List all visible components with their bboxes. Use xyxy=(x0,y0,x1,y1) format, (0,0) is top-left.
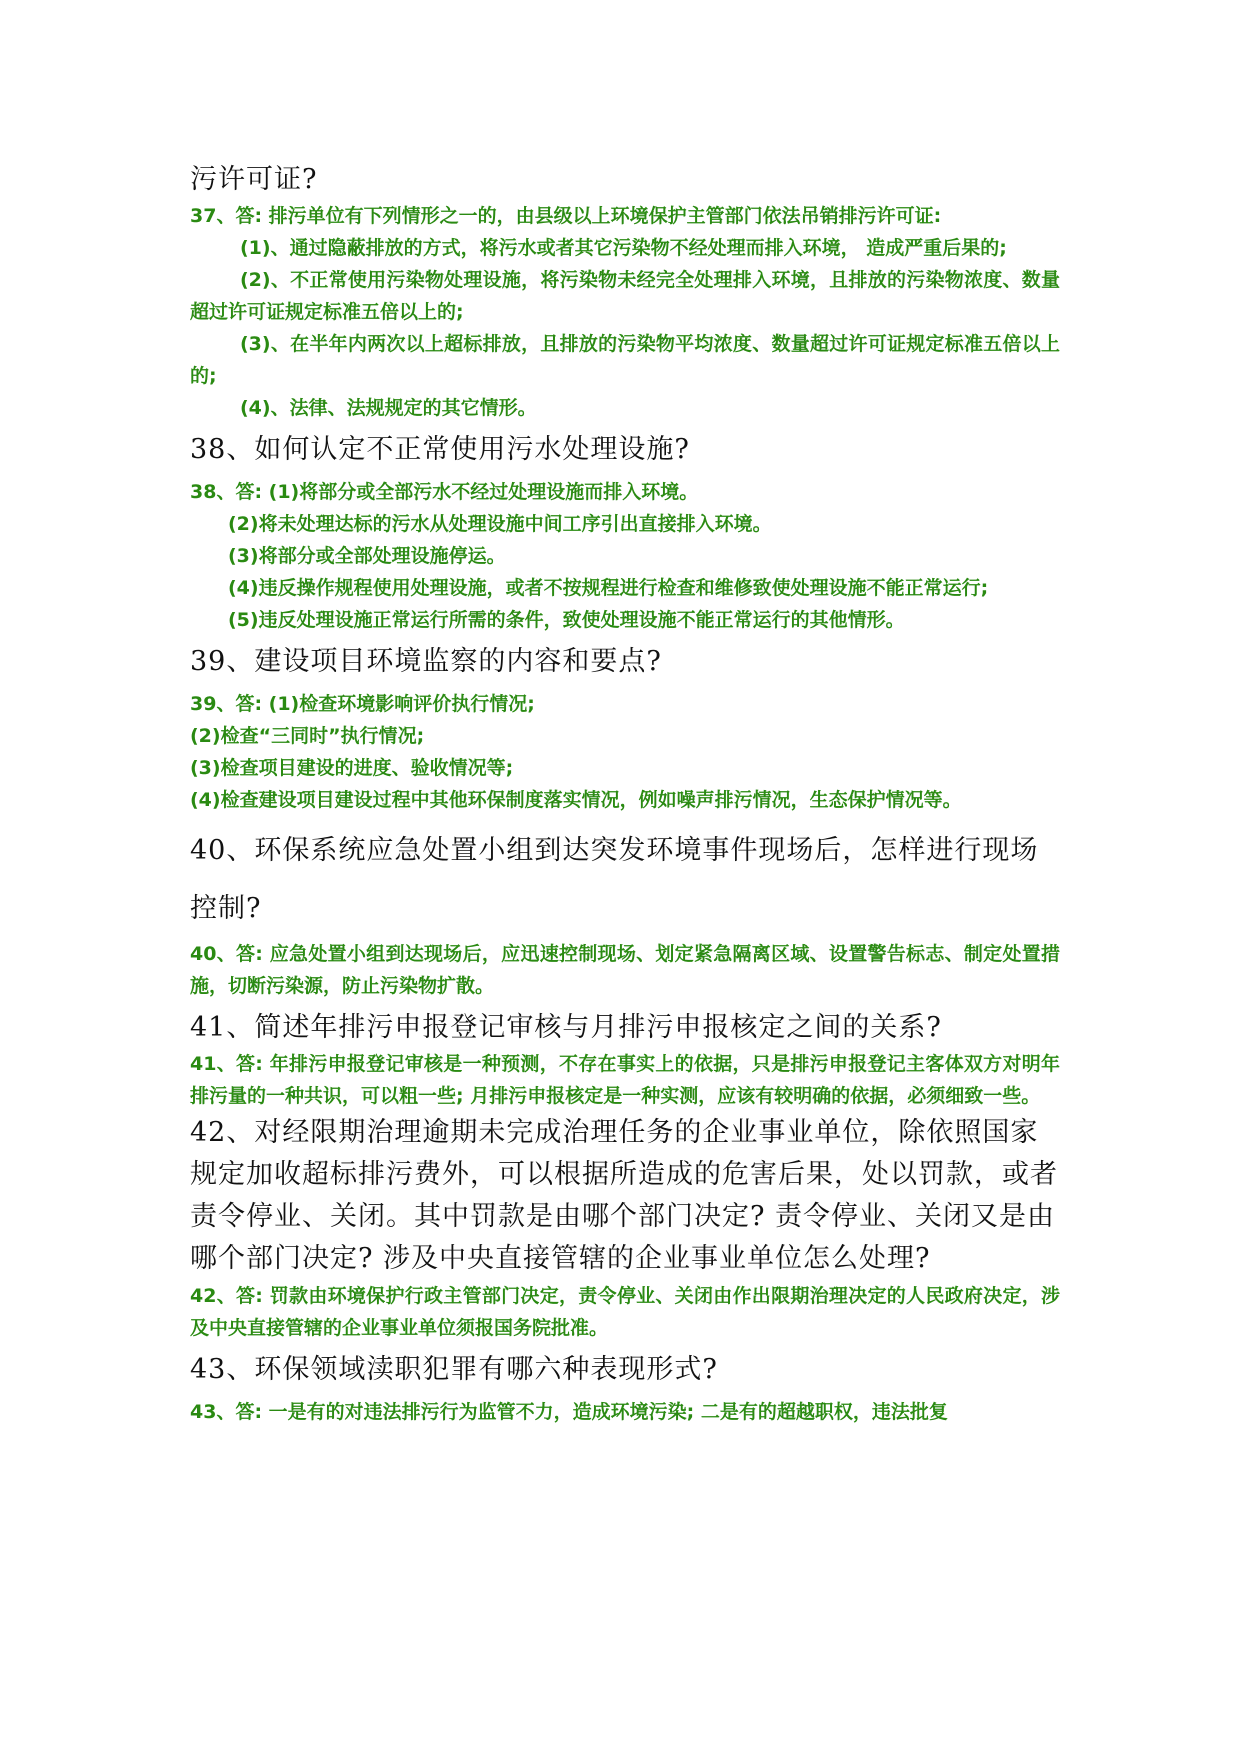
question-36-tail: 污许可证? xyxy=(190,164,318,195)
answer-37-item: (1)、通过隐蔽排放的方式，将污水或者其它污染物不经处理而排入环境， 造成严重后果的; xyxy=(240,237,1007,259)
answer-39-lead: 39、答: (1)检查环境影响评价执行情况; xyxy=(190,693,535,715)
document-body xyxy=(190,160,1060,1428)
answer-37-item: (4)、法律、法规规定的其它情形。 xyxy=(240,397,537,419)
answer-38 xyxy=(190,476,1060,636)
answer-39-item: (4)检查建设项目建设过程中其他环保制度落实情况，例如噪声排污情况，生态保护情况等。 xyxy=(190,789,962,811)
answer-39 xyxy=(190,688,1060,816)
answer-38-lead: 38、答: (1)将部分或全部污水不经过处理设施而排入环境。 xyxy=(190,481,699,503)
answer-38-item: (4)违反操作规程使用处理设施，或者不按规程进行检查和维修致使处理设施不能正常运行; xyxy=(228,577,989,599)
answer-39-item: (2)检查“三同时”执行情况; xyxy=(190,725,425,747)
question-41: 41、简述年排污申报登记审核与月排污申报核定之间的关系? xyxy=(190,1012,942,1043)
answer-43: 43、答: 一是有的对违法排污行为监管不力，造成环境污染; 二是有的超越职权，违法批复 xyxy=(190,1401,948,1423)
answer-40: 40、答: 应急处置小组到达现场后，应迅速控制现场、划定紧急隔离区域、设置警告标志、制定处置措施，切断污染源，防止污染物扩散。 xyxy=(190,943,1060,997)
answer-42: 42、答: 罚款由环境保护行政主管部门决定，责令停业、关闭由作出限期治理决定的人民政府决定，涉及中央直接管辖的企业事业单位须报国务院批准。 xyxy=(190,1285,1060,1339)
question-38: 38、如何认定不正常使用污水处理设施? xyxy=(190,434,690,465)
question-42: 42、对经限期治理逾期未完成治理任务的企业事业单位，除依照国家规定加收超标排污费外，可以根据所造成的危害后果，处以罚款，或者责令停业、关闭。其中罚款是由哪个部门决定? 责令停业、关闭又是由哪个部门决定? 涉及中央直接管辖的企业事业单位怎么处理? xyxy=(190,1117,1058,1274)
answer-37 xyxy=(190,200,1060,424)
answer-37-item: (2)、不正常使用污染物处理设施，将污染物未经完全处理排入环境，且排放的污染物浓度、数量超过许可证规定标准五倍以上的; xyxy=(190,269,1060,323)
answer-41: 41、答: 年排污申报登记审核是一种预测，不存在事实上的依据，只是排污申报登记主客体双方对明年排污量的一种共识，可以粗一些; 月排污申报核定是一种实测，应该有较明确的依据，必须细致一些。 xyxy=(190,1053,1060,1107)
answer-38-item: (3)将部分或全部处理设施停运。 xyxy=(228,545,506,567)
question-43: 43、环保领域渎职犯罪有哪六种表现形式? xyxy=(190,1354,718,1385)
answer-38-item: (5)违反处理设施正常运行所需的条件，致使处理设施不能正常运行的其他情形。 xyxy=(228,609,905,631)
question-40: 40、环保系统应急处置小组到达突发环境事件现场后，怎样进行现场控制? xyxy=(190,835,1039,924)
answer-37-lead: 37、答: 排污单位有下列情形之一的，由县级以上环境保护主管部门依法吊销排污许可证: xyxy=(190,205,942,227)
answer-39-item: (3)检查项目建设的进度、验收情况等; xyxy=(190,757,514,779)
answer-37-item: (3)、在半年内两次以上超标排放，且排放的污染物平均浓度、数量超过许可证规定标准五倍以上的; xyxy=(190,333,1060,387)
answer-38-item: (2)将未处理达标的污水从处理设施中间工序引出直接排入环境。 xyxy=(228,513,772,535)
question-39: 39、建设项目环境监察的内容和要点? xyxy=(190,646,662,677)
